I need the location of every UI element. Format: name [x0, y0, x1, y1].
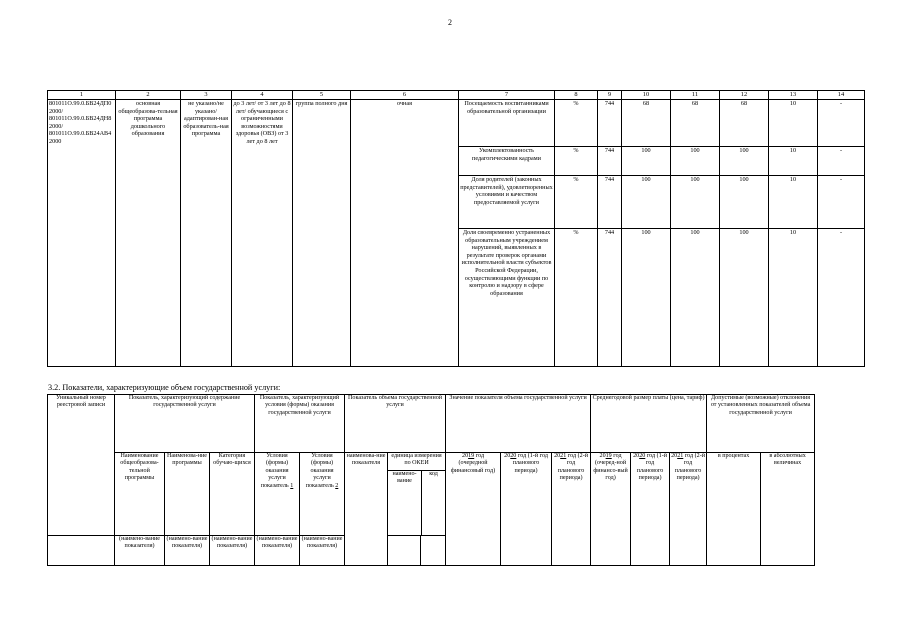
- header-content: Показатель, характеризующий содержание государственной услуги: [115, 395, 255, 453]
- fee-year-3: [670, 453, 707, 566]
- program-cell: основная общеобразова-тельная программа дошкольного образования: [116, 100, 181, 367]
- column-number-row: [48, 91, 865, 100]
- header-deviation-label: Допустимые (возможные) отклонения от установленных показателей объема государственной услуги: [710, 395, 811, 416]
- quality-indicators-table: [47, 90, 865, 367]
- column-number: 12: [720, 91, 769, 100]
- indicator-value-2021: 100: [720, 229, 769, 367]
- column-number: 4: [232, 91, 293, 100]
- column-number: 11: [671, 91, 720, 100]
- fee-year-3-prefix: 20: [671, 453, 678, 459]
- header-registry: Уникальный номер реестровой записи: [48, 395, 115, 536]
- fee-year-2-caption: год (1-й год планового периода): [636, 453, 668, 482]
- volume-indicators-table: [47, 394, 815, 566]
- content-name-1: Наименование общеобразова-тельной программы: [115, 453, 165, 536]
- unit-header: [388, 453, 446, 536]
- column-number: 8: [555, 91, 598, 100]
- deviation-percent: 10: [769, 229, 818, 367]
- section-title: 3.2. Показатели, характеризующие объем государственной услуги:: [48, 383, 281, 392]
- value-year-3-prefix: 20: [554, 453, 561, 459]
- column-number: 3: [181, 91, 232, 100]
- header-volume: [345, 395, 446, 453]
- indicator-name: Доля родителей (законных представителей), удовлетворенных условиями и качеством предоставляемой услуги: [459, 176, 555, 229]
- header-fee-label: Среднегодовой размер платы (цена, тариф): [592, 395, 705, 401]
- indicator-value-2019: 68: [622, 100, 671, 147]
- form-cell: очная: [351, 100, 459, 367]
- indicator-value-2019: 100: [622, 147, 671, 176]
- header-volume-label: Показатель объема государственной услуги: [348, 395, 443, 409]
- deviation-absolute: -: [818, 176, 865, 229]
- indicator-value-2020: 68: [671, 100, 720, 147]
- indicator-name-header: наименова-ние показателя: [345, 453, 388, 566]
- fee-year-3-number: 21: [677, 453, 684, 459]
- deviation-percent-header: в процентах: [707, 453, 761, 566]
- indicator-unit: %: [555, 229, 598, 367]
- value-year-2-number: 20: [510, 453, 517, 459]
- condition-1-label: Условия (формы) оказания услуги показатель: [260, 453, 289, 489]
- deviation-absolute: -: [818, 100, 865, 147]
- column-number: 9: [598, 91, 622, 100]
- value-year-3-caption: год (2-й год планового периода): [557, 453, 589, 482]
- indicator-label: (наимено-вание показателя): [255, 535, 300, 565]
- indicator-code: 744: [598, 100, 622, 147]
- column-number: 7: [459, 91, 555, 100]
- stay-cell: группа полного дня: [293, 100, 351, 367]
- deviation-absolute: -: [818, 229, 865, 367]
- indicator-value-2020: 100: [671, 147, 720, 176]
- value-year-2-prefix: 20: [504, 453, 511, 459]
- table-row: [48, 100, 865, 147]
- unit-header-label: единица измерения по ОКЕИ: [391, 453, 442, 467]
- value-year-1-prefix: 20: [462, 453, 469, 459]
- indicator-value-2020: 100: [671, 176, 720, 229]
- fee-year-2-prefix: 20: [633, 453, 640, 459]
- deviation-percent: 10: [769, 147, 818, 176]
- value-year-1-number: 19: [468, 453, 475, 459]
- deviation-absolute-header: в абсолютных величинах: [761, 453, 815, 566]
- indicator-label: (наимено-вание показателя): [165, 535, 210, 565]
- indicator-label: (наимено-вание показателя): [210, 535, 255, 565]
- condition-2-label: Условия (формы) оказания услуги показатель: [305, 453, 334, 489]
- column-number: 10: [622, 91, 671, 100]
- indicator-value-2021: 68: [720, 100, 769, 147]
- deviation-absolute: -: [818, 147, 865, 176]
- fee-year-3-caption: год (2-й год планового периода): [674, 453, 706, 482]
- value-year-1: [446, 453, 501, 566]
- deviation-percent: 10: [769, 100, 818, 147]
- fee-year-1-caption: год (очеред-ной финансо-вый год): [593, 453, 628, 482]
- column-number: 5: [293, 91, 351, 100]
- fee-year-2-number: 20: [639, 453, 646, 459]
- indicator-label: (наимено-вание показателя): [300, 535, 345, 565]
- header-conditions: Показатель, характеризующий условия (формы) оказания государственной услуги: [255, 395, 345, 453]
- fee-year-1-prefix: 20: [599, 453, 606, 459]
- indicator-unit: %: [555, 147, 598, 176]
- column-number: 13: [769, 91, 818, 100]
- condition-1: [255, 453, 300, 536]
- content-name-2: Наименова-ние программы: [165, 453, 210, 536]
- deviation-percent: 10: [769, 176, 818, 229]
- empty-cell: [421, 535, 446, 565]
- indicator-name: Укомплектованность педагогическими кадрами: [459, 147, 555, 176]
- header-row: [48, 453, 815, 536]
- indicator-value-2019: 100: [622, 229, 671, 367]
- fee-year-1-number: 19: [605, 453, 612, 459]
- header-values: [446, 395, 591, 453]
- header-deviation: [707, 395, 815, 453]
- header-fee: [591, 395, 707, 453]
- indicator-name: Доля своевременно устраненных образовательным учреждением нарушений, выявленных в результате проверок органами исполнительной власти субъектов Российской Федерации, осуществляющими функции по контролю и надзору в сфере образования: [459, 229, 555, 367]
- header-values-label: Значение показателя объема государственной услуги: [449, 395, 587, 401]
- indicator-value-2021: 100: [720, 147, 769, 176]
- column-number: 1: [48, 91, 116, 100]
- indicator-name: Посещаемость воспитанниками образовательной организации: [459, 100, 555, 147]
- category-cell: не указано/не указано/ адаптирован-ная образователь-ная программа: [181, 100, 232, 367]
- unit-code-header: код: [429, 470, 438, 477]
- indicator-code: 744: [598, 147, 622, 176]
- indicator-label: (наимено-вание показателя): [115, 535, 165, 565]
- indicator-value-2021: 100: [720, 176, 769, 229]
- column-number: 14: [818, 91, 865, 100]
- indicator-code: 744: [598, 176, 622, 229]
- content-name-3: Категория обучаю-щихся: [210, 453, 255, 536]
- page-number: 2: [448, 18, 452, 27]
- empty-cell: [388, 535, 421, 565]
- header-row: [48, 395, 815, 453]
- indicator-unit: %: [555, 176, 598, 229]
- column-number: 2: [116, 91, 181, 100]
- indicator-value-2020: 100: [671, 229, 720, 367]
- value-year-2-caption: год (1-й год планового периода): [512, 453, 548, 474]
- unit-name-header: наимено-вание: [388, 471, 422, 535]
- registry-number-cell: 801011О.99.0.БВ24ДП02000/ 801011О.99.0.БВ24ДН82000/ 801011О.99.0.БВ24АВ42000: [48, 100, 116, 367]
- indicator-code: 744: [598, 229, 622, 367]
- fee-year-2: [631, 453, 670, 566]
- value-year-3: [552, 453, 591, 566]
- column-number: 6: [351, 91, 459, 100]
- condition-2-number: 2: [335, 482, 339, 489]
- condition-2: [300, 453, 345, 536]
- value-year-1-caption: год (очередной финансовый год): [450, 453, 496, 474]
- unit-subheaders: [388, 470, 445, 535]
- value-year-2: [501, 453, 552, 566]
- indicator-unit: %: [555, 100, 598, 147]
- age-cell: до 3 лет/ от 3 лет до 8 лет/ обучающиеся с ограниченными возможностями здоровья (ОВЗ) от 3 лет до 8 лет: [232, 100, 293, 367]
- condition-1-number: 1: [290, 482, 294, 489]
- indicator-value-2019: 100: [622, 176, 671, 229]
- empty-cell: [48, 535, 115, 565]
- fee-year-1: [591, 453, 631, 566]
- value-year-3-number: 21: [560, 453, 567, 459]
